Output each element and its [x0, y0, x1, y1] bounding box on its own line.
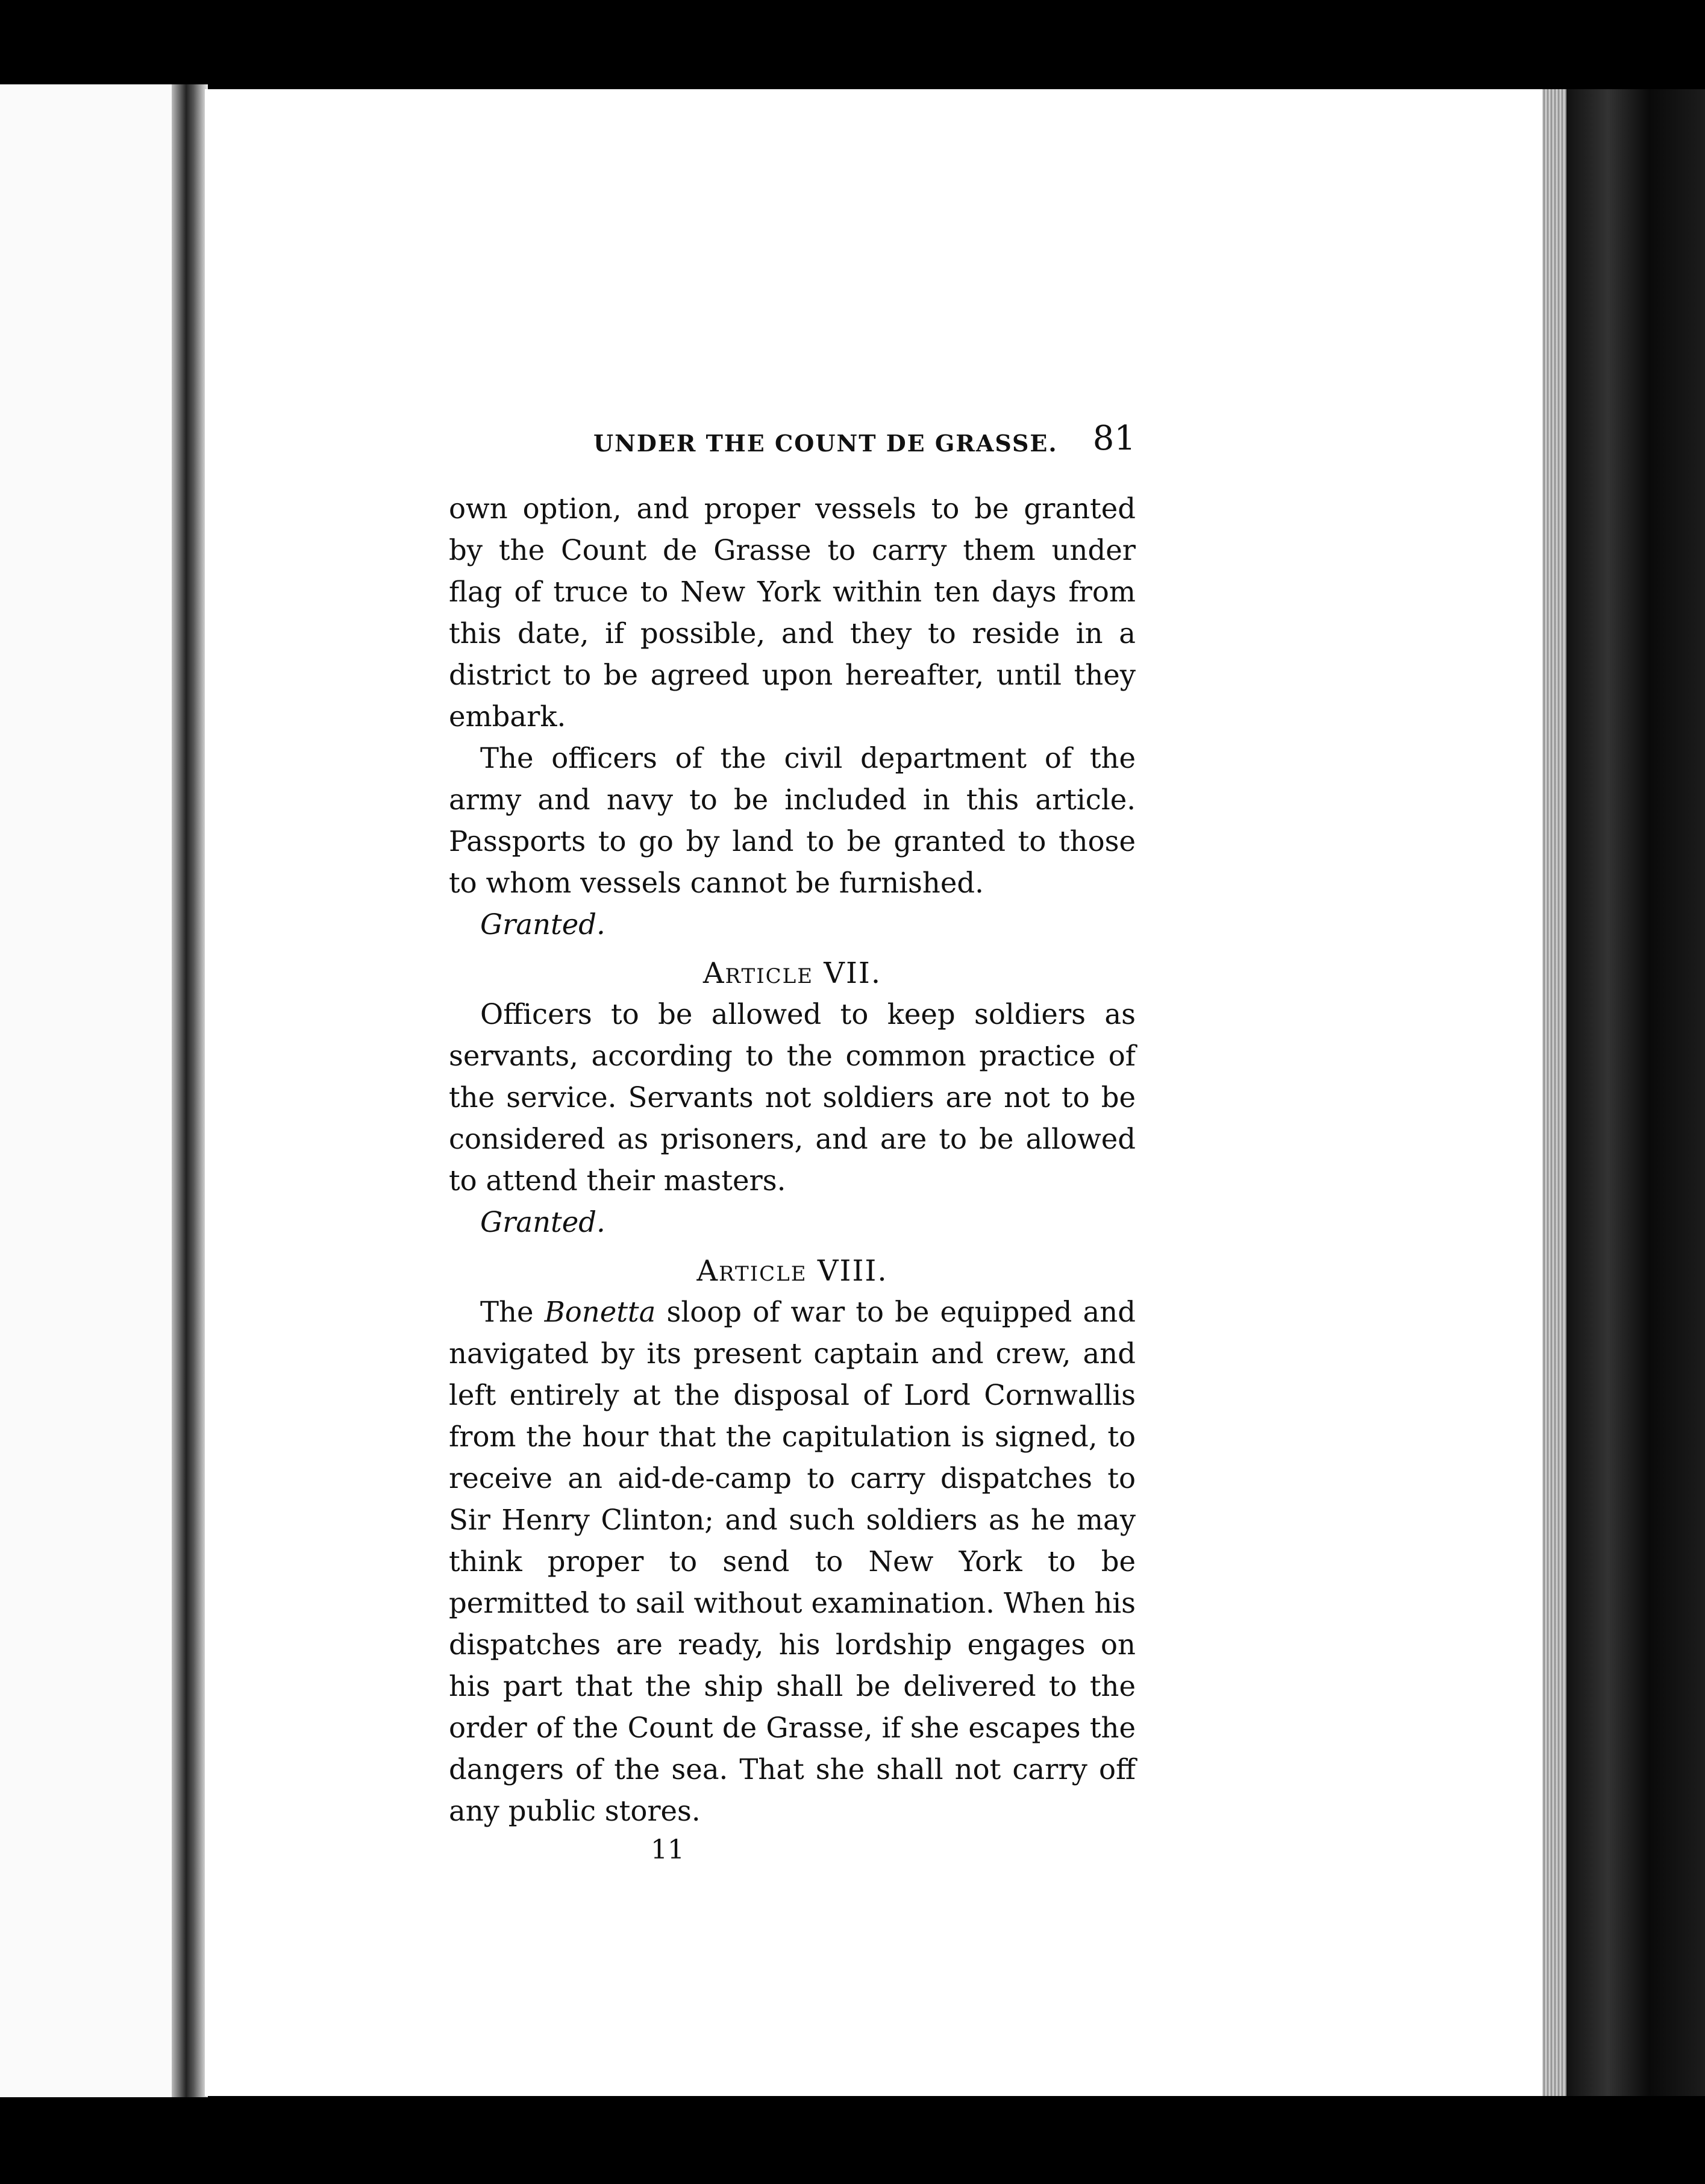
paragraph-civil-officers: The officers of the civil department of the army and navy to be included in this article. Passports to go by land to be granted to those to whom vessels cannot be furnished. [449, 742, 1136, 899]
facing-page [0, 84, 193, 2097]
paragraph-rest: sloop of war to be equipped and navigated by its present captain and crew, and left entirely at the disposal of Lord Cornwallis from the hour that the capitulation is signed, to receive an aid-de-camp to carry dispatches to Sir Henry Clinton; and such soldiers as he may think proper to send to New York to be permitted to sail without examination. When his dispatches are ready, his lordship engages on his part that the ship shall be delivered to the order of the Count de Grasse, if she escapes the dangers of the sea. That she shall not carry off any public stores. [449, 1296, 1136, 1827]
signature-mark: 11 [651, 1834, 684, 1865]
paragraph-lead: The [480, 1296, 545, 1328]
paragraph-continued: own option, and proper vessels to be granted by the Count de Grasse to carry them under flag of truce to New York within ten days from this date, if possible, and they to reside in a district to be agreed upon hereafter, until they embark. [449, 492, 1136, 733]
article-vii-heading: Article VII. [702, 956, 882, 990]
book-binding [1566, 89, 1705, 2096]
granted-note: Granted. [480, 1206, 605, 1238]
page-body [449, 488, 1136, 1868]
book-gutter [172, 84, 208, 2097]
page-number: 81 [1092, 419, 1136, 458]
granted-note: Granted. [480, 908, 605, 941]
running-head: UNDER THE COUNT DE GRASSE. [593, 430, 1058, 457]
paragraph-bonetta [449, 1291, 1136, 1832]
article-viii-heading: Article VIII. [696, 1254, 888, 1288]
page-edges [1542, 89, 1566, 2096]
ship-name: Bonetta [544, 1296, 656, 1328]
page-header [593, 419, 1136, 461]
paragraph-servants: Officers to be allowed to keep soldiers as servants, according to the common practice of the service. Servants not soldiers are not to be considered as prisoners, and are to be allowed to attend their masters. [449, 998, 1136, 1197]
